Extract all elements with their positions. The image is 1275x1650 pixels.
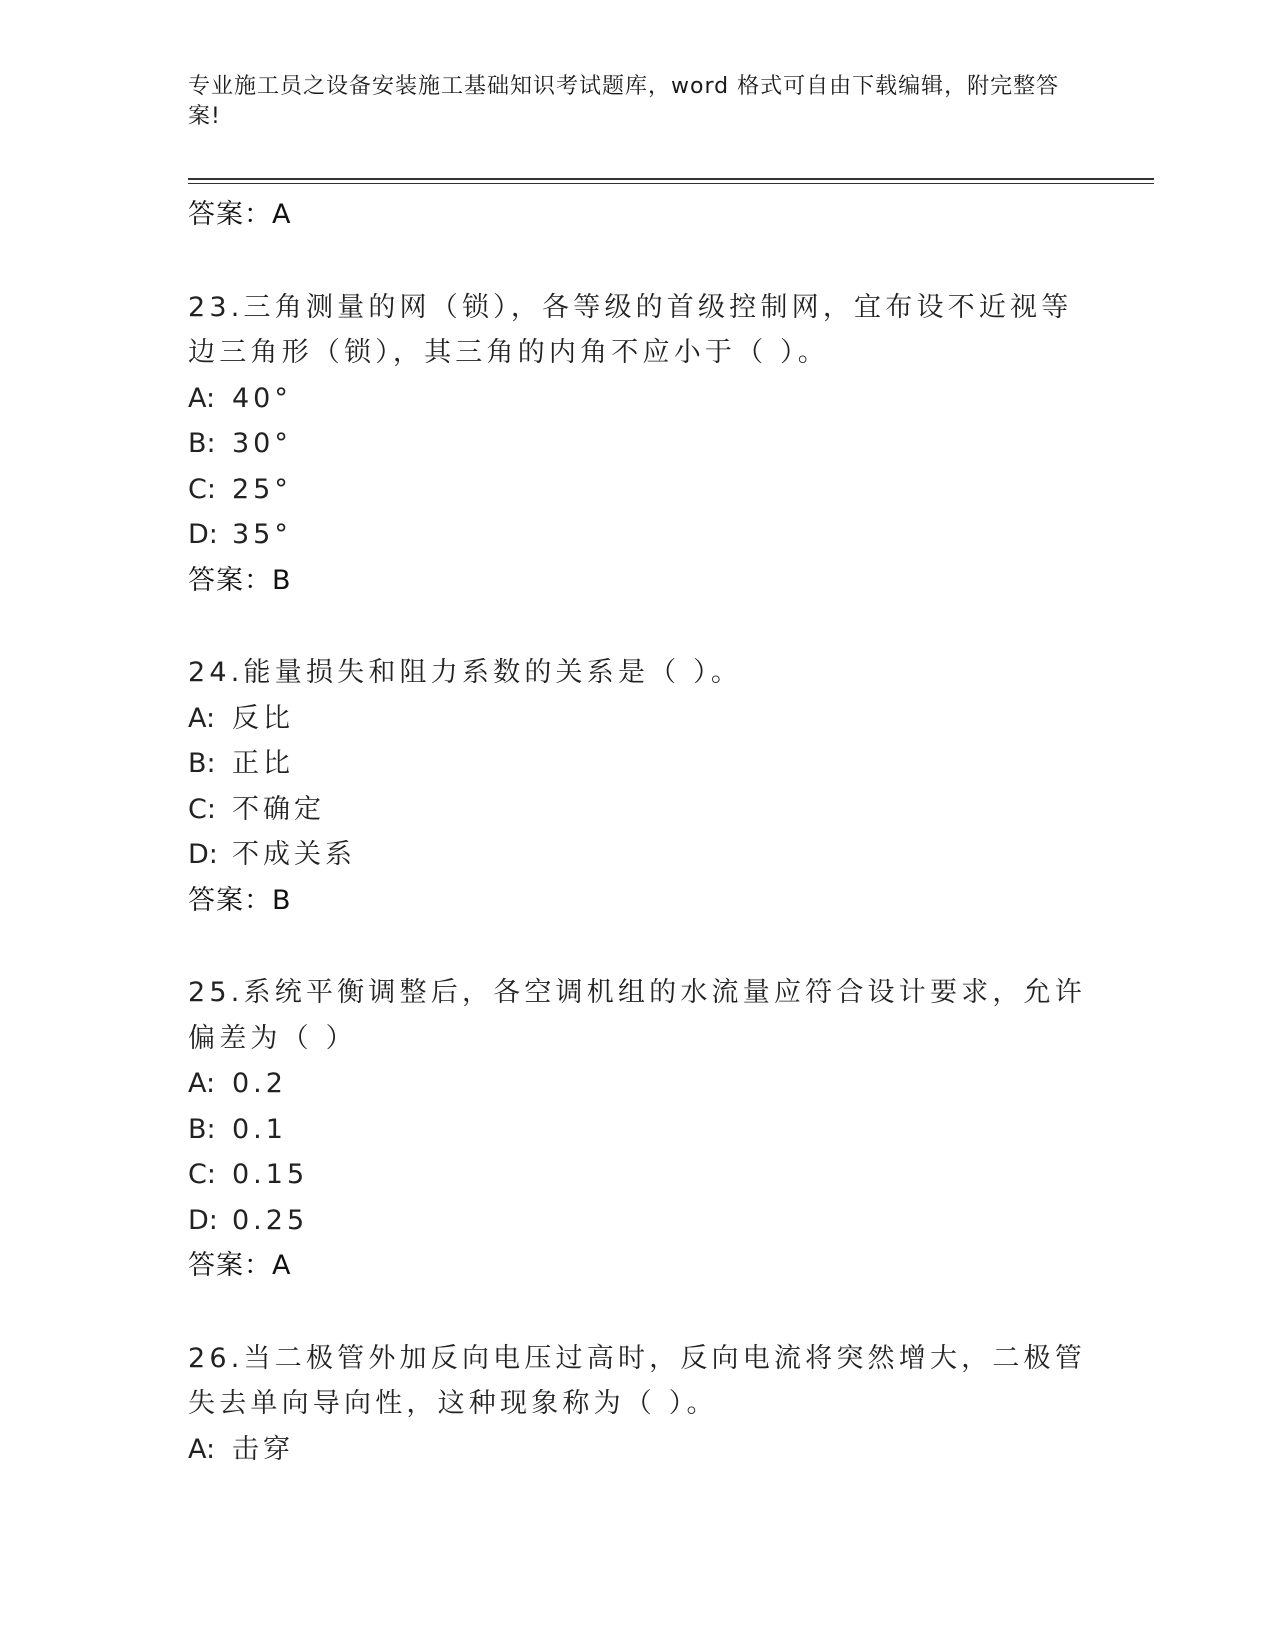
option-d — [188, 832, 1088, 878]
question-text: 25.系统平衡调整后，各空调机组的水流量应符合设计要求，允许偏差为（ ） — [188, 977, 1086, 1054]
option-b — [188, 1107, 1088, 1153]
option-d — [188, 1198, 1088, 1244]
option-text: 40° — [232, 382, 292, 414]
option-letter: D: — [188, 839, 218, 870]
option-a — [188, 696, 1088, 742]
option-text: 不成关系 — [232, 839, 356, 870]
option-text: 正比 — [232, 748, 294, 779]
question-text: 26.当二极管外加反向电压过高时，反向电流将突然增大，二极管失去单向导向性，这种现象称为（ ）。 — [188, 1342, 1086, 1419]
option-a — [188, 1061, 1088, 1107]
option-letter: A: — [188, 1433, 216, 1465]
option-letter: B: — [188, 748, 216, 779]
document-header: 专业施工员之设备安装施工基础知识考试题库，word 格式可自由下载编辑，附完整答案! — [188, 74, 1060, 129]
option-c — [188, 787, 1088, 833]
option-letter: A: — [188, 382, 216, 414]
question-text: 23.三角测量的网（锁），各等级的首级控制网，宜布设不近视等边三角形（锁），其三角的内角不应小于（ ）。 — [188, 291, 1073, 368]
option-text: 30° — [232, 428, 292, 459]
option-a — [188, 376, 1088, 422]
option-letter: B: — [188, 1113, 216, 1145]
option-text: 0.15 — [232, 1159, 309, 1190]
answer-line: 答案：A — [188, 199, 292, 230]
answer-line: 答案：B — [188, 884, 292, 916]
option-c — [188, 1152, 1088, 1198]
option-text: 击穿 — [232, 1433, 294, 1465]
option-text: 0.1 — [232, 1113, 287, 1145]
option-letter: C: — [188, 793, 216, 825]
answer-line: 答案：B — [188, 564, 292, 596]
option-text: 0.2 — [232, 1068, 287, 1099]
question-26 — [188, 1336, 1088, 1473]
question-23 — [188, 285, 1088, 604]
answer-line: 答案：A — [188, 1250, 292, 1281]
option-letter: C: — [188, 473, 216, 505]
question-text: 24.能量损失和阻力系数的关系是（ ）。 — [188, 657, 743, 688]
option-letter: B: — [188, 428, 216, 459]
question-25 — [188, 970, 1088, 1289]
question-list — [188, 192, 1088, 1472]
header-divider-thick — [188, 178, 1154, 180]
option-letter: A: — [188, 1068, 216, 1099]
option-letter: D: — [188, 1204, 218, 1236]
option-text: 不确定 — [232, 793, 325, 825]
option-letter: C: — [188, 1159, 216, 1190]
option-c — [188, 467, 1088, 513]
option-letter: A: — [188, 702, 216, 734]
option-d — [188, 512, 1088, 558]
header-divider-thin — [188, 183, 1154, 184]
option-text: 35° — [232, 519, 292, 550]
option-text: 反比 — [232, 702, 294, 734]
option-b — [188, 421, 1088, 467]
option-letter: D: — [188, 519, 218, 550]
option-text: 0.25 — [232, 1204, 309, 1236]
question-24 — [188, 650, 1088, 923]
option-text: 25° — [232, 473, 292, 505]
option-a — [188, 1427, 1088, 1473]
option-b — [188, 741, 1088, 787]
